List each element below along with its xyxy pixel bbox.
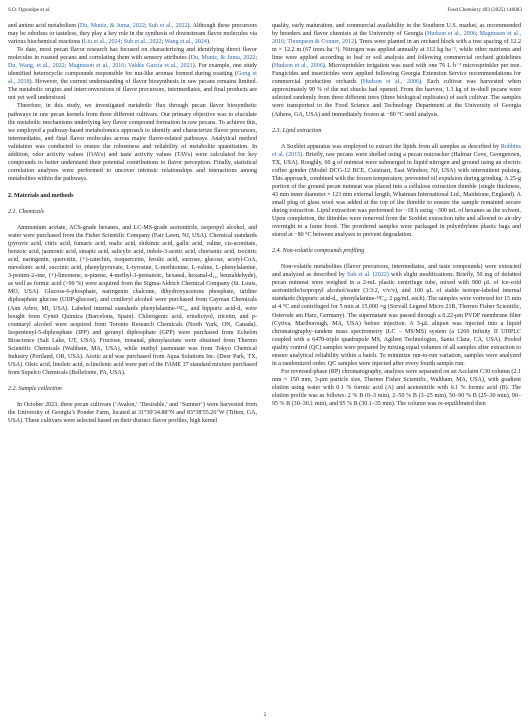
sample-collection-continued bbox=[272, 22, 521, 119]
citation-link[interactable]: Liu et al., 2024 bbox=[83, 39, 121, 46]
citation-link[interactable]: Suh et al. (2022) bbox=[346, 272, 389, 279]
citation-link[interactable]: Thompson & Conner, 2012 bbox=[287, 39, 355, 46]
text-run: ; bbox=[64, 63, 69, 70]
text-run: ; bbox=[161, 39, 165, 46]
text-run: ; bbox=[124, 63, 129, 70]
citation-link[interactable]: Suh et al., 2022 bbox=[148, 23, 188, 29]
subsection-heading-sample-collection: 2.2. Sample collection bbox=[8, 385, 62, 392]
text-run: ; bbox=[255, 55, 257, 62]
text-run: ; bbox=[120, 39, 124, 46]
text-run: ). Trees were planted in an orchard block with a tree spacing of 12.2 m × 12.2 m (67 trees·ha⁻¹). Nitrogen was applied annually at 112 kg·ha⁻¹, while other nutrients and lime were applied according to leaf or soil analysis and following commercial orchard guidelines ( bbox=[272, 39, 521, 70]
right-column bbox=[272, 22, 521, 408]
text-run: ). bbox=[206, 39, 211, 46]
text-run: with slight modifications. Briefly, 50 mg of defatted pecan nutmeat were weighed in a 2-mL plastic centrifuge tube, mixed with 900 μL of ice-cold acetonitrile/isopropyl alcohol/water (3:3:2, v/v/v), and 100 μL of stable isotope-labeled internal standards (hippuric acid-d₅, phenylalanine-¹³C₆; 2 μg/mL each). The samples were vortexed for 15 min at 4 °C and centrifuged for 5 min at 15,000 ×g (Sorvall Legend Micro 21R, Thermo Fisher Scientific, Osterode am Harz, Germany). The supernatant was passed through a 0.22-μm PVDF membrane filter (Cytiva, Marlborough, MA, USA) before injection. A 3-μL aliquot was injected into a liquid chromatography–tandem mass spectrometry (LC – MS/MS) system (a 1260 Infinity II UHPLC coupled with a 6470-triple quadrupole MS, Agilent Technologies, Santa Clara, CA, USA). Pooled quality control (QC) samples were prepared by mixing equal volumes of all samples after extraction to ensure analytical reliability within a batch. To minimize run-to-run variation, samples were analyzed in a randomized order. QC samples were injected after every fourth sample run. bbox=[272, 272, 522, 367]
lipid-extraction-paragraph bbox=[272, 143, 521, 240]
intro-paragraph-1 bbox=[8, 22, 257, 46]
citation-link[interactable]: Wang et al., 2024 bbox=[164, 39, 207, 46]
text-run: To date, most pecan flavor research has focused on characterizing and identifying direct flavor molecules in roasted pecans and correlating them with sensory attributes ( bbox=[8, 47, 257, 62]
header-journal: Food Chemistry 493 (2025) 146063 bbox=[447, 7, 522, 13]
subsection-heading-nonvolatile-profiling: 2.4. Non-volatile compounds profiling bbox=[272, 248, 365, 255]
left-column bbox=[8, 22, 257, 425]
text-run: ; bbox=[284, 39, 288, 46]
text-run: Ammonium acetate, ACS-grade hexanes, and LC-MS-grade acetonitrile, isopropyl alcohol, and water were purchased from the Fisher Scientific Company (Fair Lawn, NJ, USA). Chemical standards (pyruvic acid, citric acid, fumaric acid, malic acid, shikimic acid, gallic acid, valine, cis-aconitate, benzoic acid, jasmonic acid, sinapic acid, salicylic acid, indole-3-acetic acid, chorismic acid, isocitric acid, naringenin, quercetin, (+)-catechin, isoquercetin, ferulic acid, sucrose, glucose, acetyl-CoA, mevalonic acid, succinic acid, phenylpyruvate, L-tyrosine, L-methionine, L-valine, L-phenylalanine, 3-penten-2-one, (+)-limonene, α-pinene, 4-methyl-3-pentanoic, hexanal, hexanal-d₁₂, benzaldehyde), as well as formic acid (>99 %) were acquired from the Sigma-Aldrich Chemical Company (St. Louis, MO, USA). Glucose-6-phosphate, naringenin chalcone, dihydroxyacetone phosphate, uridine diphosphate glucose (UDP-glucose), and coniferyl alcohol were purchased from Cayman Chemicals (Ann Arbor, MI, USA). Labeled internal standards phenylalanine-¹³C₆, and hippuric acid-d₅ were bought from Cymit Quimica (Barcelona, Spain). Chlorogenic acid, eriodictyol, tricetin, and p-coumaryl alcohol were acquired from Toronto Research Chemicals (North York, ON, Canada). Isopentenyl-5-diphosphate (IPP) and geranyl diphosphate (GPP) were purchased from Echelon Bioscience (Salt Lake, UT, USA). Fructose, nonanal, phenylacetate were obtained from Thermo Scientific Chemicals (Waltham, MA, USA), while methyl jasmonate was from Tokyo Chemical Industry (Portland, OR, USA). Acetic acid was purchased from Aqua Solutions Inc. (Deer Park, TX, USA). Oleic acid, linoleic acid, α-linolenic acid were part of the FAME 37 standard mixture purchased from Supelco Chemicals (Bellefonte, PA, USA). bbox=[8, 225, 257, 376]
citation-link[interactable]: Du, Wang, et al., 2022 bbox=[8, 63, 65, 70]
citation-link[interactable]: Valdés García et al., 2021 bbox=[128, 63, 193, 70]
sample-collection-paragraph bbox=[8, 401, 257, 425]
intro-paragraph-2 bbox=[8, 46, 257, 102]
citation-link[interactable]: Hudson et al., 2006 bbox=[427, 31, 476, 38]
nonvolatile-paragraph-1 bbox=[272, 263, 521, 368]
text-run: ; bbox=[475, 31, 480, 38]
citation-link[interactable]: Robbins et al. (2015) bbox=[272, 143, 521, 158]
citation-link[interactable]: Gong et al., 2018 bbox=[8, 71, 257, 86]
citation-link[interactable]: Magnuson et al., 2016 bbox=[68, 63, 125, 70]
section-heading-materials-methods: 2. Materials and methods bbox=[8, 192, 74, 199]
subsection-heading-chemicals: 2.1. Chemicals bbox=[8, 208, 45, 215]
chemicals-paragraph bbox=[8, 224, 257, 377]
text-run: ; bbox=[144, 23, 149, 29]
text-run: In October 2023, three pecan cultivars (‘Avalon,’ ‘Desirable,’ and ‘Sumner’) were harvested from the University of Georgia’s Ponder Farm, located at 31°30′34.88″N and 83°38′55.26″W (Tifton, GA, USA). These cultivars were selected based on their distinct flavor profiles, high kernel bbox=[8, 401, 257, 425]
text-run: ). For example, one study identified heterocyclic compounds responsible for nut-like aromas formed during roasting ( bbox=[8, 63, 257, 78]
text-run: . Briefly, raw pecans were shelled using a pecan nutcracker (Halmar Cove, Georgetown, TX, USA). Roughly, 60 g of nutmeat were submerged in liquid nitrogen and ground using an electric coffee grinder (Model DCG-12 BCE, Cuisinart, East Windsor, NJ, USA) with intermittent pulsing. This approach, combined with the frozen temperature, prevented oil expulsion during grinding. A 25-g portion of the ground pecan nutmeat was placed into a cellulose extraction thimble (single thickness, 43 mm inner diameter × 123 mm external length, Whatman International Ltd., Maidstone, England). A small plug of glass wool was added at the top of the thimble to ensure the sample remained secure during extraction. Lipid extraction was performed for ~18 h using ~300 mL of hexanes as the solvent. Upon completion, the thimbles were removed from the Soxhlet extraction tube and allowed to air-dry overnight in a fume hood. The powdered samples were packaged in polyethylene plastic bags and stored at −80 °C between analyses to prevent degradation. bbox=[272, 151, 522, 239]
text-run: quality, early maturation, and commercial availability in the Southern U.S. market, as recommended by breeders and flavor chemists at the University of Georgia ( bbox=[272, 23, 521, 38]
subsection-heading-lipid-extraction: 2.3. Lipid extraction bbox=[272, 127, 322, 134]
citation-link[interactable]: Magnuson et al., 2016 bbox=[272, 31, 521, 46]
text-run: For reversed-phase (RP) chromatography, analytes were separated on an Acclaim C30 column (2.1 mm × 150 mm, 3-μm particle size, Thermo Fisher Scientific, Waltham, MA, USA), with gradient elution using water with 0.1 % formic acid (A) and acetonitrile with 0.1 % formic acid (B). The elution profile was as follows: 2 % B (0–3 min), 2–50 % B (3–25 min), 50–90 % B (25–30 min), 90–95 % B (30–30.1 min), and 95 % B (30.1–35 min). The column was re-equilibrated then bbox=[272, 368, 521, 408]
text-run: ). However, the current understanding of flavor biosynthesis in raw pecans remains limited. The metabolic origins and interconversions of flavor precursors, intermediates, and final products are not yet well understood. bbox=[8, 79, 257, 102]
text-run: A Soxhlet apparatus was employed to extract the lipids from all samples as described by bbox=[281, 143, 501, 150]
intro-paragraph-3 bbox=[8, 102, 257, 182]
text-run: ). Although these precursors may be odorless or tasteless, they play a key role in the synthesis of downstream flavor molecules via various biochemical reactions ( bbox=[8, 23, 257, 46]
page-number: 2 bbox=[263, 712, 267, 718]
citation-link[interactable]: Hudson et al., 2006 bbox=[362, 79, 419, 86]
citation-link[interactable]: Suh et al., 2022 bbox=[123, 39, 162, 46]
text-run: and amino acid metabolism ( bbox=[8, 23, 80, 29]
citation-link[interactable]: Du, Muniz, & Juma, 2022 bbox=[190, 55, 256, 62]
text-run: ). Microsprinkler irrigation was used with one 76 L·h⁻¹ microsprinkler per tree. Fungicides and insecticides were applied following Georgia Extension Service recommendations for commercial production orchards ( bbox=[272, 63, 521, 86]
citation-link[interactable]: Du, Muniz, & Juma, 2022 bbox=[79, 23, 145, 29]
nonvolatile-paragraph-2 bbox=[272, 368, 521, 408]
citation-link[interactable]: Hudson et al., 2006 bbox=[274, 63, 323, 70]
text-run: Non-volatile metabolites (flavor precursors, intermediates, and taste compounds) were extracted and analyzed as described by bbox=[272, 264, 521, 279]
text-run: Therefore, in this study, we investigated metabolic flux through pecan flavor biosynthetic pathways in raw pecan kernels from three different cultivars. Our primary objective was to elucidate the metabolic mechanisms underlying key flavor compound formation in raw pecans. To achieve this, we employed a pathway-based metabolomics approach to identify and characterize flavor precursors, intermediates, and final flavor molecules across major flavor-related pathways. Analytical method validation was conducted to ensure the robustness and reliability of metabolite quantitation. In addition, odor activity values (OAVs) and taste activity values (TAVs) were calculated for key compounds to better understand their potential contributions to flavor perception. Finally, statistical correlation analyses were performed to uncover intrinsic relationships and interactions among metabolites within the pathways. bbox=[8, 103, 257, 182]
text-run: ). Each cultivar was harvested when approximately 90 % of the nut shucks had opened. From the harvest, 1.3 kg of in-shell pecans were selected randomly from three different trees (three biological replicates) of each cultivar. The samples were transported to the Food Science and Technology Department at the University of Georgia (Athens, GA, USA) and immediately frozen at −80 °C until analysis. bbox=[272, 79, 521, 118]
header-authors: S.O. Ogundipe et al. bbox=[8, 7, 51, 13]
